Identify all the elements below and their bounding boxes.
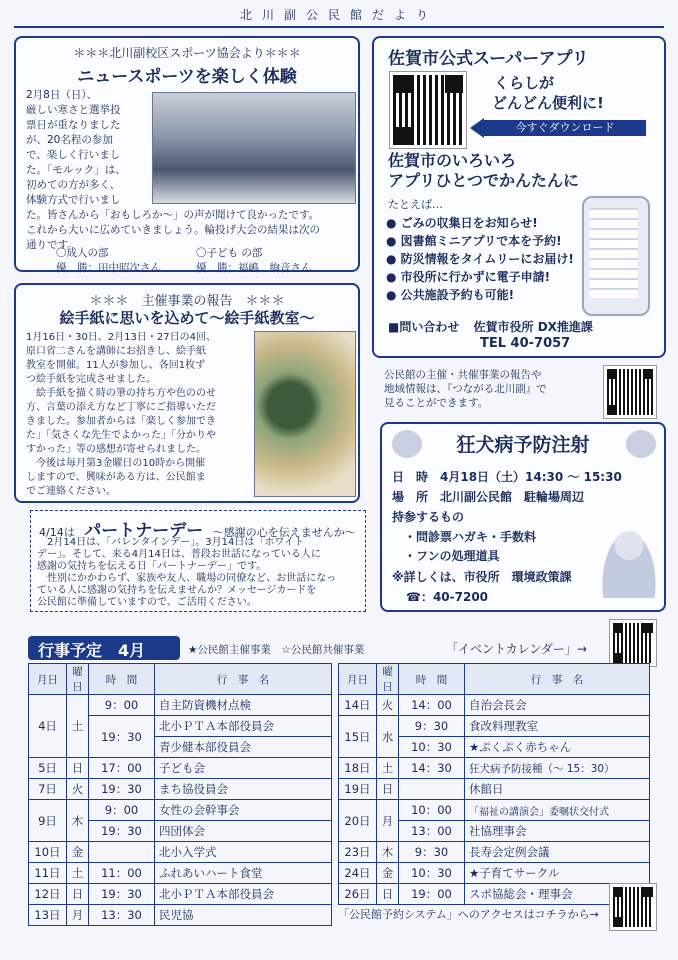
report-title: 絵手紙に思いを込めて〜絵手紙教室〜 xyxy=(59,309,315,327)
text-line: 見ることができます。 xyxy=(384,397,489,409)
text-line: 票日が重なりました xyxy=(26,119,121,131)
partner-body xyxy=(37,537,363,609)
table-row xyxy=(29,758,332,779)
app-tagline-1: くらしが xyxy=(494,74,555,92)
table-row xyxy=(339,779,650,800)
day-cell: 土 xyxy=(67,695,89,758)
text-line: 2月8日（日）、 xyxy=(26,89,98,101)
header-rule xyxy=(14,26,664,28)
text-line: すかった」等の感想が寄せられました。 xyxy=(26,444,206,455)
feature-text: 防災情報をタイムリーにお届け! xyxy=(400,252,574,266)
event-cell: 自治会長会 xyxy=(465,695,650,716)
day-cell: 日 xyxy=(377,779,399,800)
schedule-table-right xyxy=(338,663,650,905)
date-cell: 18日 xyxy=(339,758,377,779)
app-tagline-2: どんどん便利に! xyxy=(492,94,604,112)
arrow-head-icon xyxy=(470,118,484,138)
feature-item: ● 防災情報をタイムリーにお届け! xyxy=(386,252,574,266)
event-cell: 民児協 xyxy=(155,905,332,926)
text-line: が、20名程の参加 xyxy=(26,134,113,146)
text-line: で、楽しく行いまし xyxy=(26,149,121,161)
day-cell: 日 xyxy=(67,758,89,779)
reservation-system-link[interactable]: 「公民館予約システム」へのアクセスはコチラから→ xyxy=(338,908,599,921)
table-header-row xyxy=(29,664,332,695)
phone-screen-icon xyxy=(590,208,638,298)
time-cell: 9：00 xyxy=(89,695,155,716)
date-cell: 24日 xyxy=(339,863,377,884)
event-cell: 食改料理教室 xyxy=(465,716,650,737)
time-cell: 10：00 xyxy=(399,800,465,821)
adult-label: 〇成人の部 xyxy=(56,247,109,259)
child-label: 〇子ども の部 xyxy=(196,247,263,259)
text-line: きました。参加者からは「楽しく参加でき xyxy=(26,416,216,427)
text-line: 絵手紙を描く時の筆の持ち方や色ののせ xyxy=(26,388,216,399)
time-cell xyxy=(89,842,155,863)
table-row xyxy=(339,716,650,737)
event-cell: 長寿会定例会議 xyxy=(465,842,650,863)
time-cell: 19：30 xyxy=(89,779,155,800)
col-time: 時 間 xyxy=(89,664,155,695)
download-label: 今すぐダウンロード xyxy=(484,120,646,136)
text-line: 通りです。 xyxy=(26,239,78,251)
text-line: 1月16日・30日、2月13日・27日の4回、 xyxy=(26,332,216,343)
event-cell: 四団体会 xyxy=(155,821,332,842)
text-line: 原口省二さんを講師にお招きし、絵手紙 xyxy=(26,346,206,357)
date-cell: 9日 xyxy=(29,800,67,842)
text-line: 感謝の気持ちを伝える日「パートナーデー」です。 xyxy=(37,561,267,572)
rabies-tel: ☎：40-7200 xyxy=(406,590,489,604)
table-row xyxy=(339,863,650,884)
feature-text: ごみの収集日をお知らせ! xyxy=(400,216,538,230)
col-date: 月日 xyxy=(339,664,377,695)
rabies-date: 日 時 4月18日（土）14:30 〜 15:30 xyxy=(392,470,622,484)
time-cell: 10：30 xyxy=(399,737,465,758)
day-cell: 月 xyxy=(377,800,399,842)
app-tel: TEL 40-7057 xyxy=(480,336,571,351)
text-line: た。「モルック」は、 xyxy=(26,164,126,176)
event-cell: 「福祉の講演会」委嘱状交付式 xyxy=(465,800,650,821)
day-cell: 金 xyxy=(377,863,399,884)
time-cell: 9：30 xyxy=(399,842,465,863)
text-line: た。皆さんから「おもしろか〜」の声が聞けて良かったです。 xyxy=(26,209,320,221)
results xyxy=(56,246,356,276)
rabies-title: 狂犬病予防注射 xyxy=(456,434,590,456)
report-article xyxy=(14,283,360,503)
time-cell: 19：30 xyxy=(89,884,155,905)
table-row xyxy=(29,905,332,926)
feature-text: 公共施設予約も可能! xyxy=(400,288,515,302)
partner-day-box xyxy=(30,510,366,612)
date-cell: 11日 xyxy=(29,863,67,884)
sports-kicker: ＊＊＊北川副校区スポーツ協会より＊＊＊ xyxy=(73,46,301,60)
link-qr-code[interactable] xyxy=(604,366,656,418)
feature-item: ● 市役所に行かずに電子申請! xyxy=(386,270,551,284)
day-cell: 木 xyxy=(67,800,89,842)
text-line: デー」。そして、来る4月14日は、普段お世話になっている人に xyxy=(37,549,321,560)
table-row xyxy=(339,842,650,863)
app-headline-2: アプリひとつでかんたんに xyxy=(388,171,580,190)
table-row xyxy=(29,842,332,863)
schedule-title-block xyxy=(28,636,180,660)
event-cell: 女性の会幹事会 xyxy=(155,800,332,821)
feature-text: 図書館ミニアプリで本を予約! xyxy=(400,234,562,248)
col-time: 時 間 xyxy=(399,664,465,695)
sports-article xyxy=(14,36,360,272)
table-row xyxy=(339,800,650,821)
text-line: 教室を開催。11人が参加し、各回1枚ず xyxy=(26,360,206,371)
date-cell: 15日 xyxy=(339,716,377,758)
event-cell: 北小ＰＴＡ本部役員会 xyxy=(155,716,332,737)
event-cell: スポ協総会・理事会 xyxy=(465,884,650,905)
table-row xyxy=(29,779,332,800)
time-cell: 19：00 xyxy=(399,884,465,905)
text-line: 地域情報は、『つながる北川副』で xyxy=(384,383,547,395)
feature-item: ● 公共施設予約も可能! xyxy=(386,288,515,302)
text-line: 初めての方が多く、 xyxy=(26,179,121,191)
day-cell: 金 xyxy=(67,842,89,863)
rabies-box xyxy=(380,422,666,612)
rabies-items xyxy=(404,528,536,566)
app-contact xyxy=(388,318,593,335)
time-cell: 19：30 xyxy=(89,716,155,758)
event-cell: 休館日 xyxy=(465,779,650,800)
text-line: ている人に感謝の気持ちを伝えませんか？メッセージカードを xyxy=(37,585,317,596)
event-calendar-link[interactable]: 「イベントカレンダー」→ xyxy=(446,642,587,656)
bring-item: ・問診票ハガキ・手数料 xyxy=(404,530,537,544)
col-date: 月日 xyxy=(29,664,67,695)
date-cell: 13日 xyxy=(29,905,67,926)
date-cell: 10日 xyxy=(29,842,67,863)
schedule-title: 行事予定 4月 xyxy=(38,641,146,660)
text-line: 方、言葉の添え方など丁寧にご指導いただ xyxy=(26,402,216,413)
date-cell: 5日 xyxy=(29,758,67,779)
date-cell: 26日 xyxy=(339,884,377,905)
date-cell: 14日 xyxy=(339,695,377,716)
event-cell: ふれあいハート食堂 xyxy=(155,863,332,884)
event-cell: 社協理事会 xyxy=(465,821,650,842)
dog-icon xyxy=(626,430,656,458)
time-cell: 17：00 xyxy=(89,758,155,779)
text-line: 厳しい寒さと選挙投 xyxy=(26,104,121,116)
schedule-legend: ★公民館主催事業 ☆公民館共催事業 xyxy=(188,644,365,656)
event-cell: 北小ＰＴＡ本部役員会 xyxy=(155,884,332,905)
date-cell: 23日 xyxy=(339,842,377,863)
day-cell: 日 xyxy=(377,884,399,905)
app-example: たとえば… xyxy=(388,198,443,211)
schedule-table-left xyxy=(28,663,332,926)
person-with-dog-illustration xyxy=(600,528,658,598)
table-row xyxy=(339,884,650,905)
col-day: 曜日 xyxy=(377,664,399,695)
reservation-qr-code[interactable] xyxy=(610,884,656,930)
text-line: しますので、興味がある方は、公民館ま xyxy=(26,472,206,483)
child-winner: 優 勝：福嶋 絢音さん xyxy=(196,262,312,274)
day-cell: 土 xyxy=(67,863,89,884)
date-cell: 4日 xyxy=(29,695,67,758)
report-kicker: ＊＊＊ 主催事業の報告 ＊＊＊ xyxy=(89,294,285,309)
partner-date: 4/14は xyxy=(39,526,75,539)
event-cell: ★ぷくぷく赤ちゃん xyxy=(465,737,650,758)
app-qr-code[interactable] xyxy=(390,72,466,148)
time-cell: 19：30 xyxy=(89,821,155,842)
contact-label: ■問い合わせ xyxy=(388,320,460,334)
date-cell: 7日 xyxy=(29,779,67,800)
app-headline-1: 佐賀市のいろいろ xyxy=(388,151,517,170)
partner-subtitle: 〜感謝の心を伝えませんか〜 xyxy=(212,526,356,539)
day-cell: 火 xyxy=(377,695,399,716)
time-cell: 10：30 xyxy=(399,863,465,884)
feature-item: ● ごみの収集日をお知らせ! xyxy=(386,216,538,230)
table-row xyxy=(29,884,332,905)
etegami-painting xyxy=(254,331,356,497)
sports-photo xyxy=(152,92,356,204)
feature-item: ● 図書館ミニアプリで本を予約! xyxy=(386,234,562,248)
rabies-detail: ※詳しくは、市役所 環境政策課 xyxy=(392,570,572,584)
date-cell: 20日 xyxy=(339,800,377,842)
dog-icon xyxy=(392,430,422,458)
table-header-row xyxy=(339,664,650,695)
text-line: 公民館の主催・共催事業の報告や xyxy=(384,369,542,381)
text-line: 今後は毎月第3金曜日の10時から開催 xyxy=(26,458,206,469)
table-row xyxy=(29,800,332,821)
event-cell: 狂犬病予防接種（〜 15：30） xyxy=(465,758,650,779)
sports-title: ニュースポーツを楽しく体験 xyxy=(77,67,297,87)
day-cell: 火 xyxy=(67,779,89,800)
date-cell: 12日 xyxy=(29,884,67,905)
time-cell: 14：30 xyxy=(399,758,465,779)
day-cell: 水 xyxy=(377,716,399,758)
table-row xyxy=(339,758,650,779)
calendar-qr-code[interactable] xyxy=(610,620,656,666)
event-cell: 北小入学式 xyxy=(155,842,332,863)
event-cell: まち協役員会 xyxy=(155,779,332,800)
rabies-place: 場 所 北川副公民館 駐輪場周辺 xyxy=(392,490,585,504)
event-cell: 子ども会 xyxy=(155,758,332,779)
partner-title: パートナーデー xyxy=(84,521,204,541)
rabies-bring: 持参するもの xyxy=(392,510,465,524)
col-event: 行 事 名 xyxy=(155,664,332,695)
day-cell: 土 xyxy=(377,758,399,779)
col-day: 曜日 xyxy=(67,664,89,695)
text-line: でご連絡ください。 xyxy=(26,486,116,497)
link-note xyxy=(384,368,604,410)
table-row xyxy=(29,695,332,716)
col-event: 行 事 名 xyxy=(465,664,650,695)
date-cell: 19日 xyxy=(339,779,377,800)
time-cell: 14：00 xyxy=(399,695,465,716)
table-row xyxy=(29,863,332,884)
day-cell: 木 xyxy=(377,842,399,863)
report-body xyxy=(26,331,256,499)
feature-text: 市役所に行かずに電子申請! xyxy=(400,270,551,284)
app-phone-mockup xyxy=(582,196,650,316)
day-cell: 月 xyxy=(67,905,89,926)
adult-winner: 優 勝：田中昭次さん xyxy=(56,262,161,274)
bring-item: ・フンの処理道具 xyxy=(404,549,500,563)
text-line: 体験方式で行いまし xyxy=(26,194,121,206)
text-line: つ絵手紙を完成させました。 xyxy=(26,374,156,385)
time-cell: 9：00 xyxy=(89,800,155,821)
contact-org: 佐賀市役所 DX推進課 xyxy=(473,320,593,334)
text-line: 性別にかかわらず、家族や友人、職場の同僚など、お世話になっ xyxy=(37,573,337,584)
time-cell: 9：30 xyxy=(399,716,465,737)
event-cell: 自主防資機材点検 xyxy=(155,695,332,716)
sports-body-left xyxy=(26,88,154,208)
time-cell: 13：00 xyxy=(399,821,465,842)
time-cell: 11：00 xyxy=(89,863,155,884)
time-cell xyxy=(399,779,465,800)
download-arrow[interactable] xyxy=(470,118,646,138)
text-line: た」「気さくな先生でよかった」「分かりや xyxy=(26,430,216,441)
time-cell: 13：30 xyxy=(89,905,155,926)
app-title: 佐賀市公式スーパーアプリ xyxy=(388,49,589,69)
text-line: これから大いに広めていきましょう。輪投げ大会の結果は次の xyxy=(26,224,320,236)
newsletter-header: 北川副公民館だより xyxy=(239,8,438,22)
super-app-box xyxy=(372,36,666,358)
event-cell: ★子育てサークル xyxy=(465,863,650,884)
text-line: 2月14日は、「バレンタインデー」。3月14日は「ホワイト xyxy=(37,537,305,548)
app-feature-list xyxy=(386,214,586,304)
text-line: 公民館に準備していますので、ご活用ください。 xyxy=(37,597,257,608)
table-row xyxy=(339,695,650,716)
event-cell: 青少健本部役員会 xyxy=(155,737,332,758)
day-cell: 日 xyxy=(67,884,89,905)
